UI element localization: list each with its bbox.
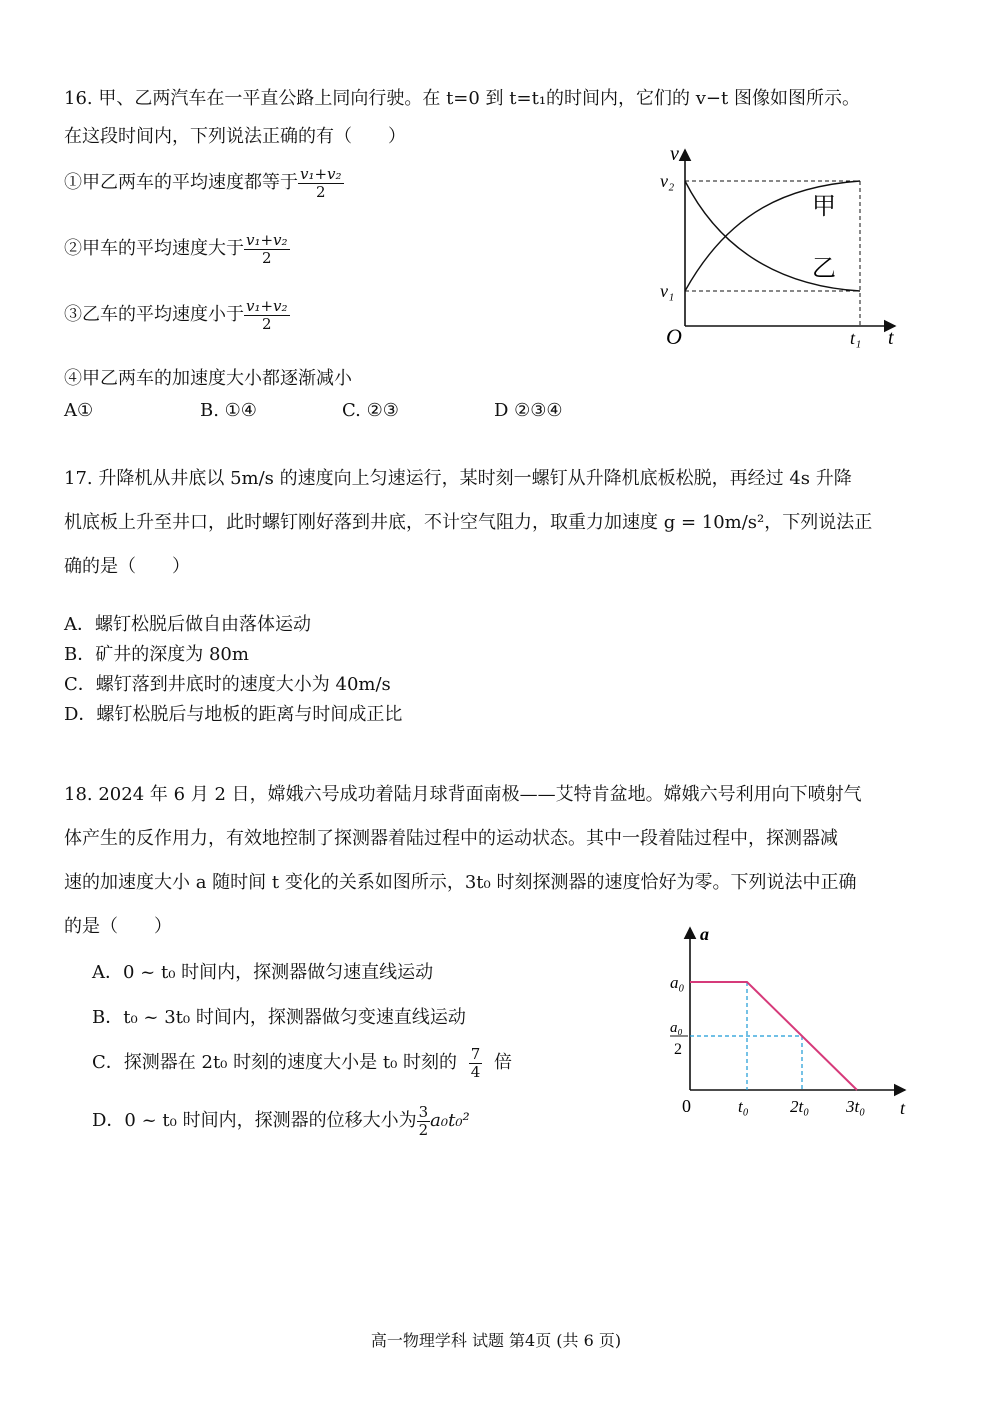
t0-tick-label: t₀ <box>738 1097 749 1116</box>
q16-choice-d: D ②③④ <box>494 400 563 421</box>
fraction-numerator: 7 <box>470 1045 481 1063</box>
y-axis-label: v <box>670 143 679 165</box>
q18-option-d-expression: a₀t₀² <box>430 1110 470 1131</box>
fraction-numerator: 3 <box>418 1103 429 1121</box>
q16-choice-c: C. ②③ <box>342 400 399 421</box>
jia-label: 甲 <box>812 194 836 220</box>
q16-option-2 <box>64 232 290 266</box>
q18-option-d <box>92 1104 470 1138</box>
fraction-denominator: 2 <box>262 248 272 267</box>
y-axis-label: a <box>700 924 709 944</box>
page-footer: 高一物理学科 试题 第4页 (共 6 页) <box>370 1331 622 1350</box>
q17-line2: 机底板上升至井口，此时螺钉刚好落到井底，不计空气阻力，取重力加速度 g = 10m/s²，下列说法正 <box>64 512 873 533</box>
fraction-denominator: 2 <box>418 1120 429 1139</box>
q16-vt-graph <box>650 140 910 355</box>
q16-option-1 <box>64 166 344 200</box>
q17-option-c: C．螺钉落到井底时的速度大小为 40m/s <box>64 674 391 695</box>
q18-line3: 速的加速度大小 a 随时间 t 变化的关系如图所示，3t₀ 时刻探测器的速度恰好为零。下列说法中正确 <box>64 872 857 893</box>
fraction-numerator: v₁+v₂ <box>246 231 288 249</box>
q16-option-1-text: ①甲乙两车的平均速度都等于 <box>64 172 298 193</box>
q18-line2: 体产生的反作用力，有效地控制了探测器着陆过程中的运动状态。其中一段着陆过程中，探测器减 <box>64 828 838 849</box>
q17-line1: 17. 升降机从井底以 5m/s 的速度向上匀速运行，某时刻一螺钉从升降机底板松脱，再经过 4s 升降 <box>64 468 852 489</box>
a0-half-numerator: a₀ <box>670 1020 683 1036</box>
fraction <box>244 298 290 332</box>
fraction <box>244 232 290 266</box>
3t0-tick-label: 3t₀ <box>846 1097 866 1116</box>
fraction-numerator: v₁+v₂ <box>246 297 288 315</box>
q18-option-c <box>92 1046 512 1080</box>
2t0-tick-label: 2t₀ <box>790 1097 810 1116</box>
q16-option-4: ④甲乙两车的加速度大小都逐渐减小 <box>64 368 352 389</box>
q17-line3: 确的是（ ） <box>64 556 190 577</box>
v2-label: v₂ <box>660 171 675 191</box>
q18-at-graph <box>660 922 920 1127</box>
q16-line1: 16. 甲、乙两汽车在一平直公路上同向行驶。在 t=0 到 t=t₁的时间内，它们的 v−t 图像如图所示。 <box>64 88 860 109</box>
q16-choice-b: B. ①④ <box>200 400 257 421</box>
q16-option-3-text: ③乙车的平均速度小于 <box>64 304 244 325</box>
q18-line4: 的是（ ） <box>64 916 172 937</box>
x-axis-label: t <box>888 327 894 349</box>
fraction <box>298 166 344 200</box>
fraction-denominator: 2 <box>316 182 326 201</box>
q16-line2: 在这段时间内，下列说法正确的有（ ） <box>64 126 406 147</box>
q16-choice-a: A① <box>64 400 94 421</box>
origin-label: 0 <box>682 1096 691 1116</box>
q18-option-a: A．0 ~ t₀ 时间内，探测器做匀速直线运动 <box>92 962 434 983</box>
q16-option-3 <box>64 298 290 332</box>
q18-line1: 18. 2024 年 6 月 2 日，嫦娥六号成功着陆月球背面南极——艾特肯盆地。嫦娥六号利用向下喷射气 <box>64 784 862 805</box>
q18-option-b: B．t₀ ~ 3t₀ 时间内，探测器做匀变速直线运动 <box>92 1007 466 1028</box>
q18-option-c-text: C．探测器在 2t₀ 时刻的速度大小是 t₀ 时刻的 <box>92 1052 458 1073</box>
x-axis-label: t <box>900 1098 906 1118</box>
q18-option-d-text: D．0 ~ t₀ 时间内，探测器的位移大小为 <box>92 1110 417 1131</box>
a0-half-denominator: 2 <box>674 1041 682 1058</box>
q16-option-2-text: ②甲车的平均速度大于 <box>64 238 244 259</box>
yi-label: 乙 <box>812 256 836 282</box>
fraction-denominator: 2 <box>262 314 272 333</box>
fraction-numerator: v₁+v₂ <box>300 165 342 183</box>
origin-label: O <box>666 324 682 349</box>
q17-option-b: B．矿井的深度为 80m <box>64 644 249 665</box>
q17-option-a: A．螺钉松脱后做自由落体运动 <box>64 614 311 635</box>
fraction <box>417 1104 431 1138</box>
t1-label: t₁ <box>850 328 862 348</box>
a0-label: a₀ <box>670 973 685 992</box>
q18-option-c-suffix: 倍 <box>494 1052 513 1073</box>
fraction-denominator: 4 <box>470 1062 481 1081</box>
v1-label: v₁ <box>660 281 675 301</box>
q17-option-d: D．螺钉松脱后与地板的距离与时间成正比 <box>64 704 403 725</box>
fraction <box>469 1046 483 1080</box>
acceleration-line <box>690 982 857 1090</box>
